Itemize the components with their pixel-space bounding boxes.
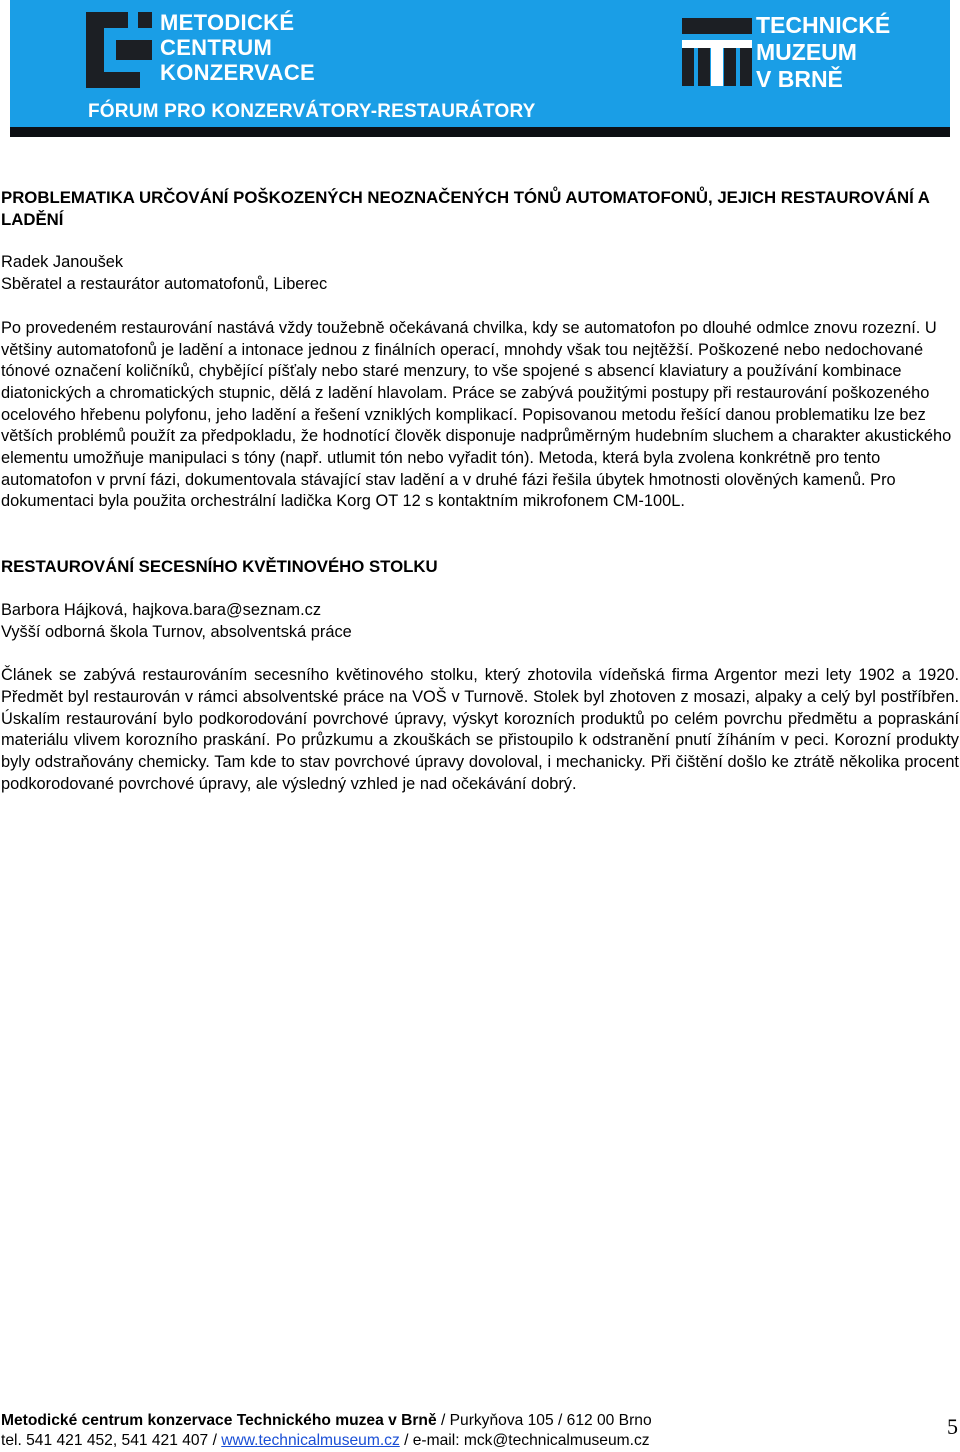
article-2-body: Článek se zabývá restaurováním secesního květinového stolku, který zhotovila vídeňská firma Argentor mezi lety 1902 a 1920. Předmět byl restaurován v rámci absolventské práce na VOŠ v Turnově. Stolek byl zhotoven z mosazi, alpaky a celý byl postříbřen. Úskalím restaurování bylo podkorodování povrchové úpravy, výskyt korozních produktů po celém povrchu předmětu a popraskání materiálu vlivem korozního praskání. Po průzkumu a zkouškách se přistoupilo k odstranění pnutí žíháním v peci. Korozní produkty byly odstraňovány chemicky. Tam kde to stav povrchové úpravy dovoloval, i mechanicky. Při čištění došlo ke ztrátě několika procent podkorodované povrchové úpravy, ale výsledný vzhled je nad očekávání dobrý. xyxy=(1,666,959,793)
forum-tagline: FÓRUM PRO KONZERVÁTORY-RESTAURÁTORY xyxy=(88,101,536,122)
mck-wordmark xyxy=(160,10,315,85)
article-1-title: PROBLEMATIKA URČOVÁNÍ POŠKOZENÝCH NEOZNAČENÝCH TÓNŮ AUTOMATOFONŮ, JEJICH RESTAUROVÁNÍ A LADĚNÍ xyxy=(1,188,930,229)
header-rule xyxy=(10,127,950,137)
mck-line-3: KONZERVACE xyxy=(160,60,315,85)
article-2-affiliation: Vyšší odborná škola Turnov, absolventská práce xyxy=(1,622,352,641)
footer-email: / e-mail: mck@technicalmuseum.cz xyxy=(399,1432,650,1449)
mck-line-2: CENTRUM xyxy=(160,35,273,60)
page-footer xyxy=(1,1411,901,1451)
footer-website-link[interactable]: www.technicalmuseum.cz xyxy=(221,1432,400,1449)
footer-institution: Metodické centrum konzervace Technického muzea v Brně xyxy=(1,1412,437,1429)
page-number: 5 xyxy=(947,1414,958,1439)
mck-line-1: METODICKÉ xyxy=(160,10,295,35)
tmb-line-2: MUZEUM xyxy=(756,39,857,65)
article-1-author: Radek Janoušek xyxy=(1,253,124,272)
tmb-line-1: TECHNICKÉ xyxy=(756,12,891,38)
tmb-logo-icon xyxy=(682,18,752,86)
mck-logo-icon xyxy=(86,12,152,88)
footer-line-1 xyxy=(1,1411,901,1431)
article-1-affiliation: Sběratel a restaurátor automatofonů, Liberec xyxy=(1,275,328,294)
footer-address: / Purkyňova 105 / 612 00 Brno xyxy=(436,1412,652,1429)
tmb-line-3: V BRNĚ xyxy=(756,66,843,92)
article-1-body: Po provedeném restaurování nastává vždy toužebně očekávaná chvilka, kdy se automatofon po dlouhé odmlce znovu rozezní. U většiny automatofonů je ladění a intonace jednou z finálních operací, mnohdy však tou nejtěžší. Poškozené nebo nedochované tónové označení količníků, chybějící píšťaly nebo staré menzury, to vše spojené s absencí klaviatury a používání kombinace diatonických a chromatických stupnic, dělá z ladění hlavolam. Práce se zabývá použitými postupy při restaurování poškozeného ocelového hřebenu polyfonu, jeho ladění a řešení vzniklých komplikací. Popisovanou metodu řešící danou problematiku lze bez větších problémů použít za předpokladu, že hodnotící člověk disponuje nadprůměrným hudebním sluchem a charakter akustického elementu umožňuje manipulaci s tóny (např. utlumit tón nebo vyřadit tón). Metoda, která byla zvolena konkrétně pro tento automatofon v první fázi, dokumentovala stávající stav ladění a v druhé fázi řešila úbytek hmotnosti olověných kamenů. Pro dokumentaci byla použita orchestrální ladička Korg OT 12 s kontaktním mikrofonem CM-100L. xyxy=(1,318,952,511)
article-2-author: Barbora Hájková, hajkova.bara@seznam.cz xyxy=(1,600,322,619)
page-content xyxy=(1,187,959,795)
footer-phone: tel. 541 421 452, 541 421 407 / xyxy=(1,1432,222,1449)
footer-line-2 xyxy=(1,1431,901,1451)
tmb-wordmark xyxy=(756,12,890,93)
header-banner xyxy=(10,0,950,137)
article-2-title: RESTAUROVÁNÍ SECESNÍHO KVĚTINOVÉHO STOLKU xyxy=(1,557,438,577)
